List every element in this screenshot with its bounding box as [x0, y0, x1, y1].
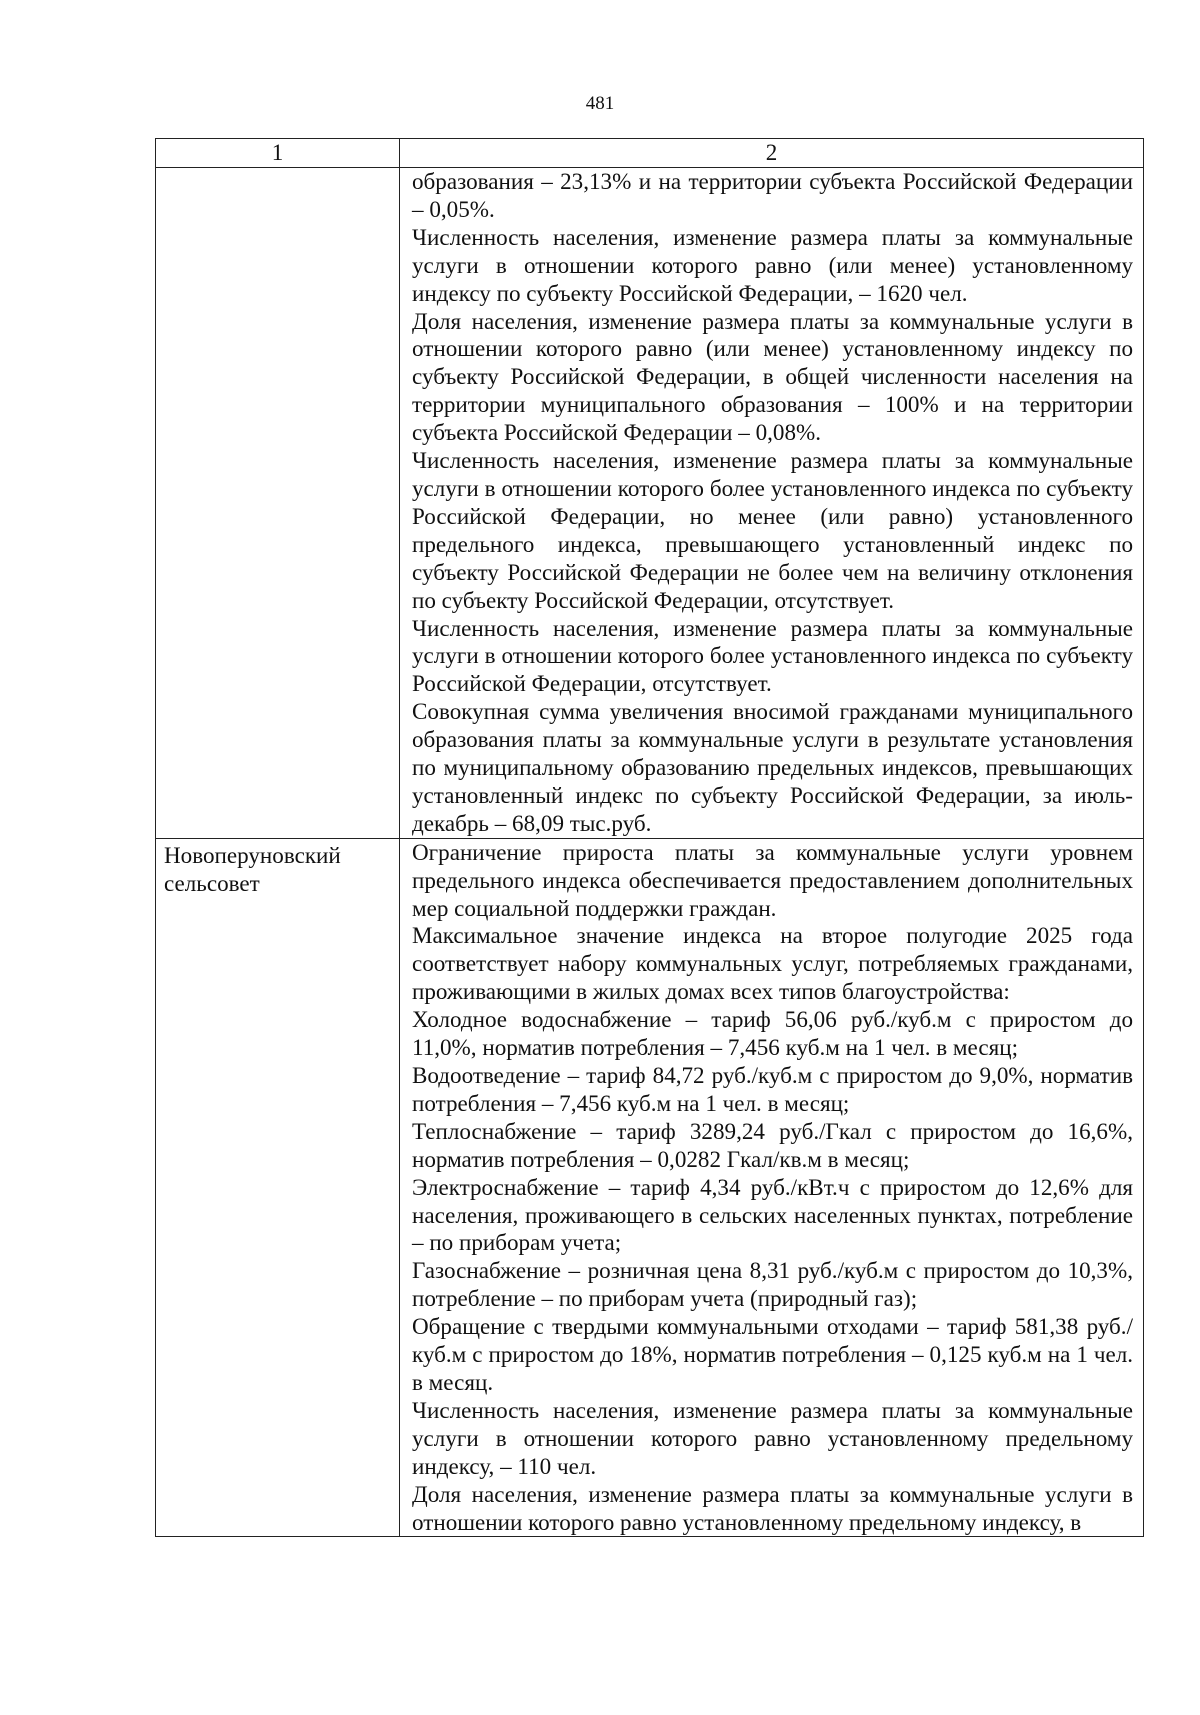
paragraph: Холодное водоснабжение – тариф 56,06 руб./куб.м с приростом до 11,0%, норматив потребления – 7,456 куб.м на 1 чел. в месяц;: [412, 1006, 1133, 1061]
column-header-1: 1: [156, 139, 400, 168]
paragraph: Доля населения, изменение размера платы за коммунальные услуги в отношении которого равно (или менее) установленному индексу по субъекту Российской Федерации, в общей численности населения на территории муниципального образования – 100% и на территории субъекта Российской Федерации – 0,08%.: [412, 307, 1133, 446]
paragraph: образования – 23,13% и на территории субъекта Российской Федерации – 0,05%.: [412, 168, 1133, 222]
table-row: [156, 168, 1144, 839]
municipality-cell: Новоперуновский сельсовет: [156, 838, 400, 1537]
paragraph: Электроснабжение – тариф 4,34 руб./кВт.ч с приростом до 12,6% для населения, проживающего в сельских населенных пунктах, потребление – по приборам учета;: [412, 1173, 1133, 1256]
paragraph: Численность населения, изменение размера платы за коммунальные услуги в отношении которого равно установленному предельному индексу, – 110 чел.: [412, 1396, 1133, 1479]
paragraph: Численность населения, изменение размера платы за коммунальные услуги в отношении которого более установленного индекса по субъекту Российской Федерации, но менее (или равно) установленного предельного индекса, превышающего установленный индекс по субъекту Российской Федерации не более чем на величину отклонения по субъекту Российской Федерации, отсутствует.: [412, 447, 1133, 613]
paragraph: Численность населения, изменение размера платы за коммунальные услуги в отношении которого более установленного индекса по субъекту Российской Федерации, отсутствует.: [412, 614, 1133, 697]
paragraph: Ограничение прироста платы за коммунальные услуги уровнем предельного индекса обеспечивается предоставлением дополнительных мер социальной поддержки граждан.: [412, 838, 1133, 921]
description-cell: [400, 838, 1144, 1537]
page-number: 481: [585, 93, 615, 114]
data-table: [155, 138, 1144, 1537]
paragraph: Максимальное значение индекса на второе полугодие 2025 года соответствует набору коммунальных услуг, потребляемых гражданами, проживающими в жилых домах всех типов благоустройства:: [412, 922, 1133, 1005]
paragraph: Газоснабжение – розничная цена 8,31 руб./куб.м с приростом до 10,3%, потребление – по приборам учета (природный газ);: [412, 1257, 1133, 1312]
paragraph: Обращение с твердыми коммунальными отходами – тариф 581,38 руб./куб.м с приростом до 18%, норматив потребления – 0,125 куб.м на 1 чел. в месяц.: [412, 1313, 1133, 1395]
table-header-row: [156, 139, 1144, 168]
paragraph: Теплоснабжение – тариф 3289,24 руб./Гкал с приростом до 16,6%, норматив потребления – 0,0282 Гкал/кв.м в месяц;: [412, 1117, 1133, 1172]
paragraph: Совокупная сумма увеличения вносимой гражданами муниципального образования платы за коммунальные услуги в результате установления по муниципальному образованию предельных индексов, превышающих установленный индекс по субъекту Российской Федерации, за июль-декабрь – 68,09 тыс.руб.: [412, 698, 1133, 836]
description-cell: [400, 168, 1144, 839]
municipality-cell: [156, 168, 400, 839]
paragraph: Численность населения, изменение размера платы за коммунальные услуги в отношении которого равно (или менее) установленному индексу по субъекту Российской Федерации, – 1620 чел.: [412, 223, 1133, 306]
column-header-2: 2: [400, 139, 1144, 168]
paragraph: Водоотведение – тариф 84,72 руб./куб.м с приростом до 9,0%, норматив потребления – 7,456 куб.м на 1 чел. в месяц;: [412, 1062, 1133, 1116]
paragraph: Доля населения, изменение размера платы за коммунальные услуги в отношении которого равно установленному предельному индексу, в: [412, 1480, 1133, 1535]
table-row: [156, 838, 1144, 1537]
